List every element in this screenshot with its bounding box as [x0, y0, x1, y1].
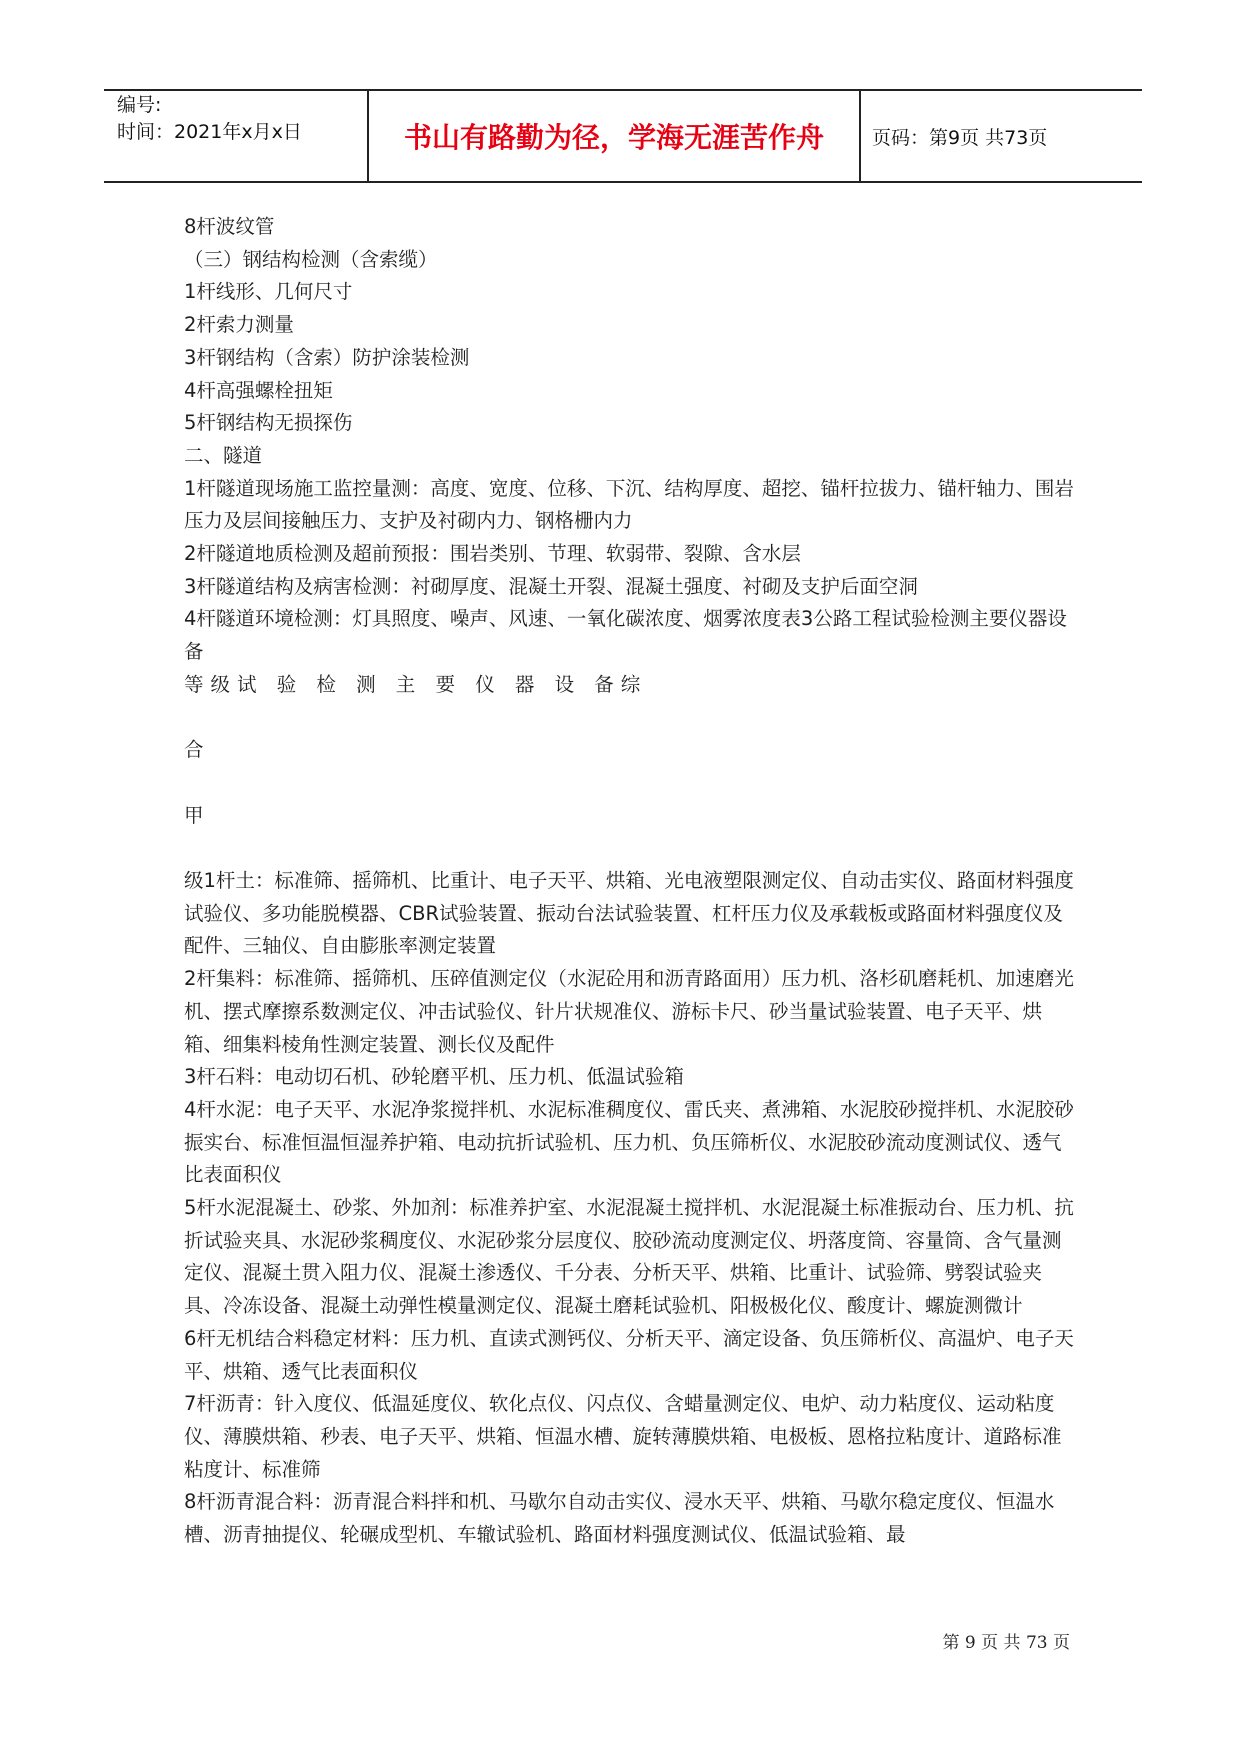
header-divider-right [859, 90, 861, 182]
footer-page-indicator: 第 9 页 共 73 页 [942, 1633, 1070, 1653]
paragraph: 1杆线形、几何尺寸 [184, 280, 353, 304]
paragraph: 8杆沥青混合料：沥青混合料拌和机、马歇尔自动击实仪、浸水天平、烘箱、马歇尔稳定度仪、恒温水槽、沥青抽提仪、轮碾成型机、车辙试验机、路面材料强度测试仪、低温试验箱、最 [184, 1490, 1055, 1547]
spacer [184, 832, 1074, 865]
paragraph: 5杆水泥混凝土、砂浆、外加剂：标准养护室、水泥混凝土搅拌机、水泥混凝土标准振动台、压力机、抗折试验夹具、水泥砂浆稠度仪、水泥砂浆分层度仪、胶砂流动度测定仪、坍落度筒、容量筒、含气量测定仪、混凝土贯入阻力仪、混凝土渗透仪、千分表、分析天平、烘箱、比重计、试验筛、劈裂试验夹具、冷冻设备、混凝土动弹性模量测定仪、混凝土磨耗试验机、阳极极化仪、酸度计、螺旋测微计 [184, 1196, 1074, 1318]
paragraph: 4杆水泥：电子天平、水泥净浆搅拌机、水泥标准稠度仪、雷氏夹、煮沸箱、水泥胶砂搅拌机、水泥胶砂振实台、标准恒温恒湿养护箱、电动抗折试验机、压力机、负压筛析仪、水泥胶砂流动度测试仪、透气比表面积仪 [184, 1097, 1074, 1187]
paragraph: 4杆高强螺栓扭矩 [184, 378, 333, 402]
grade-label: 甲 [184, 803, 204, 827]
paragraph: 2杆索力测量 [184, 313, 294, 337]
paragraph: 5杆钢结构无损探伤 [184, 411, 353, 435]
paragraph: 7杆沥青：针入度仪、低温延度仪、软化点仪、闪点仪、含蜡量测定仪、电炉、动力粘度仪、运动粘度仪、薄膜烘箱、秒表、电子天平、烘箱、恒温水槽、旋转薄膜烘箱、电极板、恩格拉粘度计、道路标准粘度计、标准筛 [184, 1392, 1062, 1481]
document-body [184, 211, 1074, 1552]
header-motto: 书山有路勤为径，学海无涯苦作舟 [403, 121, 824, 154]
paragraph: 3杆石料：电动切石机、砂轮磨平机、压力机、低温试验箱 [184, 1065, 684, 1089]
paragraph: 8杆波纹管 [184, 215, 275, 238]
header-page-code: 页码：第9页 共73页 [872, 127, 1048, 149]
header-top-rule [104, 89, 1142, 91]
paragraph: 3杆钢结构（含索）防护涂装检测 [184, 345, 470, 369]
paragraph: 2杆集料：标准筛、摇筛机、压碎值测定仪（水泥砼用和沥青路面用）压力机、洛杉矶磨耗机、加速磨光机、摆式摩擦系数测定仪、冲击试验仪、针片状规准仪、游标卡尺、砂当量试验装置、电子天平、烘箱、细集料棱角性测定装置、测长仪及配件 [184, 967, 1074, 1056]
paragraph: 2杆隧道地质检测及超前预报：围岩类别、节理、软弱带、裂隙、含水层 [184, 542, 801, 566]
header-bottom-rule [104, 181, 1142, 183]
header-divider-left [367, 90, 369, 182]
spacer [184, 702, 1074, 735]
paragraph: 4杆隧道环境检测：灯具照度、噪声、风速、一氧化碳浓度、烟雾浓度表3公路工程试验检测主要仪器设备 [184, 607, 1067, 664]
grade-label: 合 [184, 738, 204, 762]
header-time-label: 时间：2021年x月x日 [117, 121, 302, 143]
paragraph: 6杆无机结合料稳定材料：压力机、直读式测钙仪、分析天平、滴定设备、负压筛析仪、高温炉、电子天平、烘箱、透气比表面积仪 [184, 1326, 1074, 1383]
paragraph: 1杆隧道现场施工监控量测：高度、宽度、位移、下沉、结构厚度、超挖、锚杆拉拔力、锚杆轴力、围岩压力及层间接触压力、支护及衬砌内力、钢格栅内力 [184, 476, 1074, 533]
table-caption-line: 等级试 验 检 测 主 要 仪 器 设 备综 [184, 672, 648, 696]
header-number-label: 编号: [117, 94, 162, 116]
section-heading: 二、隧道 [184, 443, 263, 467]
paragraph: 级1杆土：标准筛、摇筛机、比重计、电子天平、烘箱、光电液塑限测定仪、自动击实仪、路面材料强度试验仪、多功能脱模器、CBR试验装置、振动台法试验装置、杠杆压力仪及承载板或路面材料强度仪及配件、三轴仪、自由膨胀率测定装置 [184, 869, 1074, 958]
section-heading: （三）钢结构检测（含索缆） [184, 247, 438, 271]
spacer [184, 767, 1074, 800]
paragraph: 3杆隧道结构及病害检测：衬砌厚度、混凝土开裂、混凝土强度、衬砌及支护后面空洞 [184, 574, 918, 598]
